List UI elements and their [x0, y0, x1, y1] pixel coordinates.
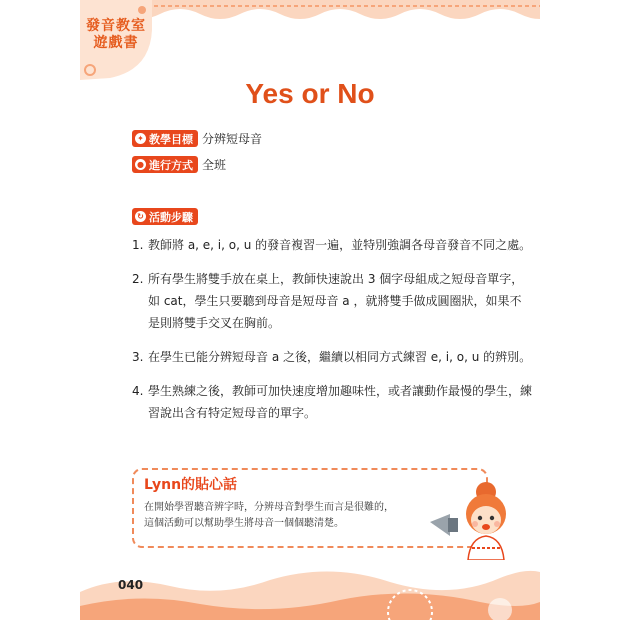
- meta-method-value: 全班: [202, 158, 227, 172]
- step-number: 4.: [132, 384, 144, 398]
- chat-icon: ●: [135, 159, 146, 170]
- refresh-icon: ↻: [135, 211, 146, 222]
- girl-illustration: [428, 470, 518, 560]
- tip-title: Lynn的貼心話: [144, 477, 238, 493]
- series-title-line1: 發音教室: [86, 18, 146, 34]
- step-item: [132, 346, 532, 368]
- megaphone-icon: [430, 514, 458, 536]
- meta-goal-label-text: 教學目標: [149, 132, 193, 146]
- meta-method-label-text: 進行方式: [149, 158, 193, 172]
- star-icon: ✦: [135, 133, 146, 144]
- page-number: 040: [118, 578, 144, 592]
- series-title-line2: 遊戲書: [93, 35, 139, 51]
- tip-text: [144, 500, 414, 532]
- step-item: [132, 380, 532, 424]
- steps-heading: [132, 208, 202, 225]
- steps-heading-text: 活動步驟: [149, 210, 193, 224]
- step-text: 學生熟練之後，教師可加快速度增加趣味性，或者讓動作最慢的學生，練習說出含有特定短母音的單字。: [148, 384, 533, 420]
- tip-line2: 這個活動可以幫助學生將母音一個個聽清楚。: [144, 518, 344, 529]
- step-number: 2.: [132, 272, 144, 286]
- step-text: 所有學生將雙手放在桌上，教師快速說出 3 個字母組成之短母音單字，如 cat，學生只要聽到母音是短母音 a ，就將雙手做成圓圈狀，如果不是則將雙手交叉在胸前。: [148, 272, 524, 330]
- page-title: Yes or No: [245, 78, 375, 109]
- series-title: [86, 18, 146, 52]
- tip-line1: 在開始學習聽音辨字時，分辨母音對學生而言是很難的，: [144, 502, 394, 513]
- step-item: [132, 268, 532, 334]
- meta-method: [132, 156, 226, 173]
- bottom-decorative-band: [80, 562, 540, 620]
- steps-heading-label: [132, 208, 198, 225]
- meta-goal-value: 分辨短母音: [202, 132, 263, 146]
- book-page: [80, 0, 540, 620]
- meta-method-label: [132, 156, 198, 173]
- step-number: 1.: [132, 238, 144, 252]
- meta-goal: [132, 130, 262, 147]
- step-number: 3.: [132, 350, 144, 364]
- step-text: 教師將 a, e, i, o, u 的發音複習一遍，並特別強調各母音發音不同之處。: [148, 238, 532, 252]
- activity-steps: [132, 234, 532, 436]
- meta-goal-label: [132, 130, 198, 147]
- step-text: 在學生已能分辨短母音 a 之後，繼續以相同方式練習 e, i, o, u 的辨別。: [148, 350, 532, 364]
- step-item: [132, 234, 532, 256]
